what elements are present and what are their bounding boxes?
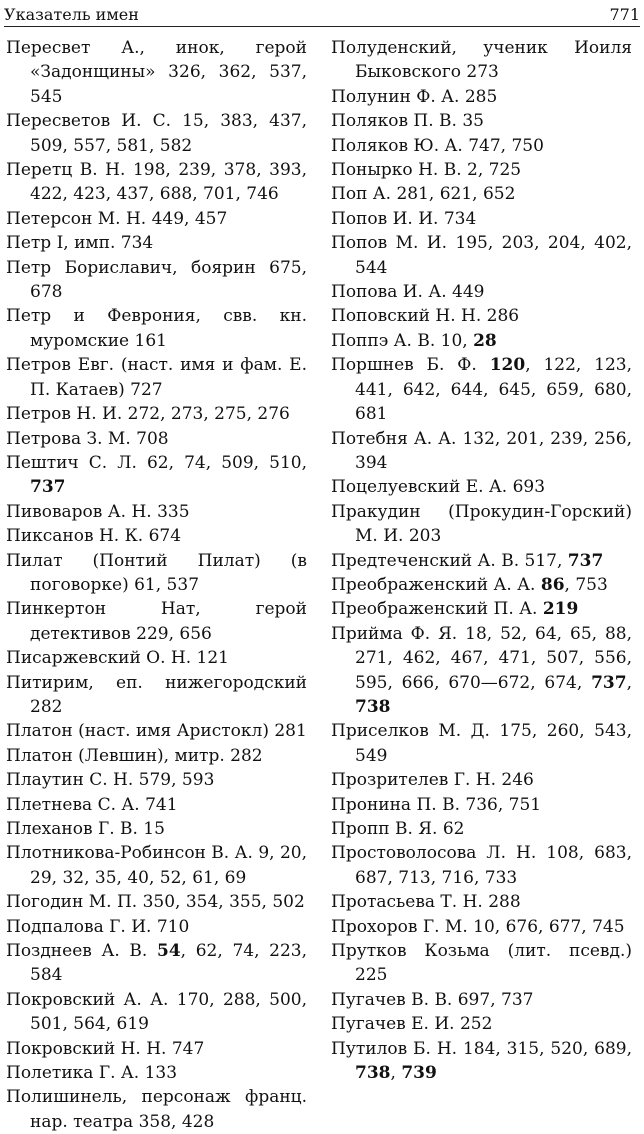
index-entry: Погодин М. П. 350, 354, 355, 502 xyxy=(6,892,305,913)
page-number: 771 xyxy=(609,5,640,24)
index-entry: Пракудин (Прокудин-Горский) М. И. 203 xyxy=(331,501,632,547)
index-entry: Преображенский П. А. 219 xyxy=(331,599,579,620)
index-entry: Поппэ А. В. 10, 28 xyxy=(331,330,497,351)
index-entry: Петрова З. М. 708 xyxy=(6,428,169,449)
running-header xyxy=(4,0,640,27)
index-entry: Полишинель, персонаж франц. нар. театра 358, 428 xyxy=(6,1087,307,1132)
index-entry: Подпалова Г. И. 710 xyxy=(6,916,190,937)
index-entry: Пронина П. В. 736, 751 xyxy=(331,794,542,815)
index-entry: Прозрителев Г. Н. 246 xyxy=(331,770,534,791)
index-entry: Поляков Ю. А. 747, 750 xyxy=(331,135,544,156)
left-column xyxy=(6,36,307,1134)
index-entry: Полуденский, ученик Иоиля Быковского 273 xyxy=(331,38,632,83)
index-entry: Прутков Козьма (лит. псевд.) 225 xyxy=(331,941,632,986)
index-entry: Пилат (Понтий Пилат) (в поговорке) 61, 537 xyxy=(6,550,307,595)
index-entry: Петров Н. И. 272, 273, 275, 276 xyxy=(6,404,290,425)
index-entry: Пересвет А., инок, герой «Задонщины» 326, 362, 537, 545 xyxy=(6,38,307,107)
index-entry: Поповский Н. Н. 286 xyxy=(331,306,520,327)
index-entry: Преображенский А. А. 86, 753 xyxy=(331,574,608,595)
index-entry: Простоволосова Л. Н. 108, 683, 687, 713, 716, 733 xyxy=(331,843,632,888)
index-entry: Плаутин С. Н. 579, 593 xyxy=(6,770,215,791)
index-entry: Попова И. А. 449 xyxy=(331,282,485,303)
index-entry: Пугачев В. В. 697, 737 xyxy=(331,989,534,1010)
index-entry: Пересветов И. С. 15, 383, 437, 509, 557, 581, 582 xyxy=(6,111,307,156)
index-entry: Поршнев Б. Ф. 120, 122, 123, 441, 642, 644, 645, 659, 680, 681 xyxy=(331,355,632,425)
right-column xyxy=(331,36,632,1134)
index-entry: Перетц В. Н. 198, 239, 378, 393, 422, 423, 437, 688, 701, 746 xyxy=(6,160,307,205)
index-entry: Попов И. И. 734 xyxy=(331,208,477,229)
index-entry: Питирим, еп. нижегородский 282 xyxy=(6,672,307,717)
index-entry: Петр Бориславич, боярин 675, 678 xyxy=(6,257,307,303)
index-entry: Платон (наст. имя Аристокл) 281 xyxy=(6,721,307,742)
index-entry: Плеханов Г. В. 15 xyxy=(6,819,165,839)
index-entry: Понырко Н. В. 2, 725 xyxy=(331,160,522,181)
index-entry: Платон (Левшин), митр. 282 xyxy=(6,745,263,766)
index-entry: Пинкертон Нат, герой детективов 229, 656 xyxy=(6,599,307,644)
index-entry: Путилов Б. Н. 184, 315, 520, 689, 738, 739 xyxy=(331,1038,632,1084)
index-entry: Пиксанов Н. К. 674 xyxy=(6,526,182,547)
index-entry: Прийма Ф. Я. 18, 52, 64, 65, 88, 271, 462, 467, 471, 507, 556, 595, 666, 670—672, 674, 737, 738 xyxy=(331,623,632,717)
index-entry: Плетнева С. А. 741 xyxy=(6,794,178,815)
index-entry: Предтеченский А. В. 517, 737 xyxy=(331,550,604,571)
index-entry: Петр I, имп. 734 xyxy=(6,233,154,254)
index-entry: Плотникова-Робинсон В. А. 9, 20, 29, 32, 35, 40, 52, 61, 69 xyxy=(6,843,307,888)
index-columns xyxy=(6,36,640,1134)
running-title: Указатель имен xyxy=(4,5,139,24)
index-entry: Поляков П. В. 35 xyxy=(331,111,484,132)
index-entry: Полетика Г. А. 133 xyxy=(6,1063,178,1084)
index-entry: Поцелуевский Е. А. 693 xyxy=(331,477,546,498)
index-entry: Потебня А. А. 132, 201, 239, 256, 394 xyxy=(331,428,632,473)
index-entry: Пропп В. Я. 62 xyxy=(331,819,465,839)
index-entry: Писаржевский О. Н. 121 xyxy=(6,648,230,669)
index-entry: Пештич С. Л. 62, 74, 509, 510, 737 xyxy=(6,452,307,498)
index-entry: Позднеев А. В. 54, 62, 74, 223, 584 xyxy=(6,941,307,986)
index-entry: Прохоров Г. М. 10, 676, 677, 745 xyxy=(331,916,625,937)
index-entry: Покровский Н. Н. 747 xyxy=(6,1038,205,1059)
index-entry: Полунин Ф. А. 285 xyxy=(331,86,498,107)
index-entry: Пивоваров А. Н. 335 xyxy=(6,501,190,522)
index-entry: Петров Евг. (наст. имя и фам. Е. П. Катаев) 727 xyxy=(6,355,307,400)
index-entry: Покровский А. А. 170, 288, 500, 501, 564, 619 xyxy=(6,989,307,1035)
index-entry: Поп А. 281, 621, 652 xyxy=(331,184,516,205)
index-entry: Петр и Феврония, свв. кн. муромские 161 xyxy=(6,306,307,351)
index-entry: Петерсон М. Н. 449, 457 xyxy=(6,208,228,229)
index-entry: Попов М. И. 195, 203, 204, 402, 544 xyxy=(331,233,632,278)
index-entry: Пугачев Е. И. 252 xyxy=(331,1014,493,1035)
index-entry: Приселков М. Д. 175, 260, 543, 549 xyxy=(331,721,632,766)
index-entry: Протасьева Т. Н. 288 xyxy=(331,892,521,913)
